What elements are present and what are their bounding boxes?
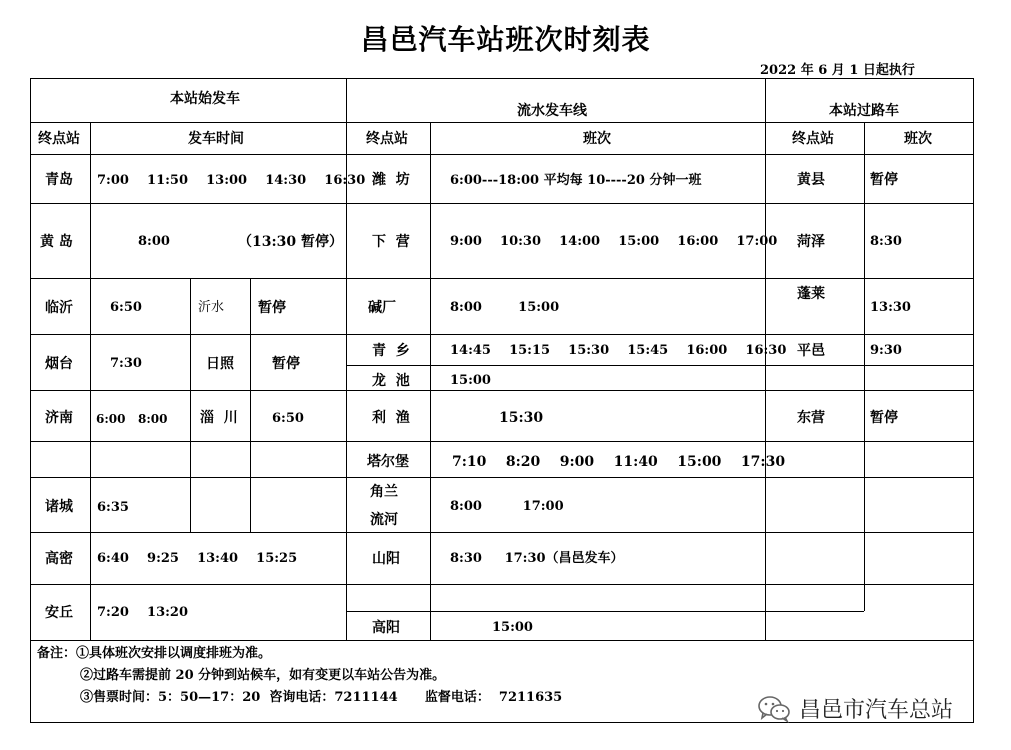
notes [37, 643, 562, 709]
pass-times: 9:30 [870, 343, 902, 358]
origin-times-2: 暂停 [258, 300, 286, 316]
origin-times: 6:00 8:00 [96, 412, 168, 426]
flow-dest: 角兰 [370, 484, 398, 500]
origin-dest: 高密 [45, 551, 73, 567]
origin-times: 7:30 [110, 356, 142, 371]
pass-dest-header: 终点站 [792, 131, 834, 147]
pass-dest: 平邑 [797, 343, 825, 359]
origin-dest: 济南 [45, 410, 73, 426]
origin-time-header: 发车时间 [188, 131, 244, 147]
pass-times: 13:30 [870, 300, 911, 315]
pass-dest: 菏泽 [797, 234, 825, 250]
note-1: ①具体班次安排以调度排班为准。 [76, 646, 272, 661]
pass-times: 暂停 [870, 172, 898, 188]
flow-times: 8:30 17:30（昌邑发车） [450, 551, 624, 566]
origin-times: 6:35 [97, 500, 129, 515]
pass-dest: 黄县 [797, 172, 825, 188]
flow-dest-header: 终点站 [366, 131, 408, 147]
flow-times: 6:00---18:00 平均每 10----20 分钟一班 [450, 173, 702, 188]
flow-times: 9:00 10:30 14:00 15:00 16:00 17:00 [450, 234, 778, 249]
pass-times: 8:30 [870, 234, 902, 249]
flow-times-header: 班次 [583, 131, 611, 147]
origin-dest-2: 日照 [206, 356, 234, 372]
flow-times: 14:45 15:15 15:30 15:45 16:00 16:30 [450, 343, 787, 358]
origin-dest: 临沂 [45, 300, 73, 316]
flow-times: 7:10 8:20 9:00 11:40 15:00 17:30 [452, 454, 786, 470]
section-flow: 流水发车线 [517, 103, 587, 119]
flow-times: 15:00 [450, 373, 491, 388]
note-3: ③售票时间：5：50—17：20 咨询电话：7211144 监督电话： 7211635 [80, 690, 563, 705]
origin-dest: 安丘 [45, 605, 73, 621]
origin-dest: 青岛 [45, 172, 73, 188]
flow-dest: 龙 池 [372, 373, 410, 389]
flow-times: 8:00 15:00 [450, 300, 560, 315]
flow-dest: 下 营 [372, 234, 410, 250]
origin-dest-header: 终点站 [38, 131, 80, 147]
notes-prefix: 备注： [37, 646, 77, 661]
origin-dest: 烟台 [45, 356, 73, 372]
origin-dest: 黄 岛 [40, 234, 73, 250]
section-passing: 本站过路车 [829, 103, 899, 119]
origin-times: 6:40 9:25 13:40 15:25 [97, 551, 298, 566]
pass-dest: 东营 [797, 410, 825, 426]
origin-times: 6:50 [110, 300, 142, 315]
wechat-icon [757, 695, 791, 723]
pass-times-header: 班次 [904, 131, 932, 147]
note-2: ②过路车需提前 20 分钟到站候车，如有变更以车站公告为准。 [80, 668, 446, 683]
origin-times: 7:00 11:50 13:00 14:30 16:30 [97, 173, 366, 188]
origin-dest-2: 沂水 [198, 300, 225, 315]
page-title: 昌邑汽车站班次时刻表 [360, 23, 651, 56]
origin-times-2: 6:50 [272, 411, 304, 426]
flow-dest: 青 乡 [372, 343, 410, 359]
origin-dest-2: 淄 川 [200, 410, 238, 426]
effective-date: 2022 年 6 月 1 日起执行 [760, 63, 915, 78]
flow-dest-b: 流河 [370, 512, 398, 528]
flow-dest: 山阳 [372, 551, 400, 567]
pass-times: 暂停 [870, 410, 898, 426]
flow-times: 15:00 [492, 620, 533, 635]
origin-times: 7:20 13:20 [97, 605, 189, 620]
watermark [757, 693, 953, 724]
flow-dest: 高阳 [372, 620, 400, 636]
flow-dest: 塔尔堡 [367, 454, 409, 470]
flow-dest: 碱厂 [368, 300, 396, 316]
pass-dest: 蓬莱 [797, 286, 825, 302]
flow-times: 15:30 [499, 410, 544, 426]
watermark-text: 昌邑市汽车总站 [799, 698, 954, 723]
origin-dest: 诸城 [45, 499, 73, 515]
origin-times-extra: （13:30 暂停） [238, 234, 344, 250]
flow-times: 8:00 17:00 [450, 499, 564, 514]
flow-dest: 利 渔 [372, 410, 410, 426]
section-origin: 本站始发车 [170, 91, 240, 107]
origin-times: 8:00 [138, 234, 170, 249]
flow-dest: 潍 坊 [372, 172, 410, 188]
origin-times-2: 暂停 [272, 356, 300, 372]
